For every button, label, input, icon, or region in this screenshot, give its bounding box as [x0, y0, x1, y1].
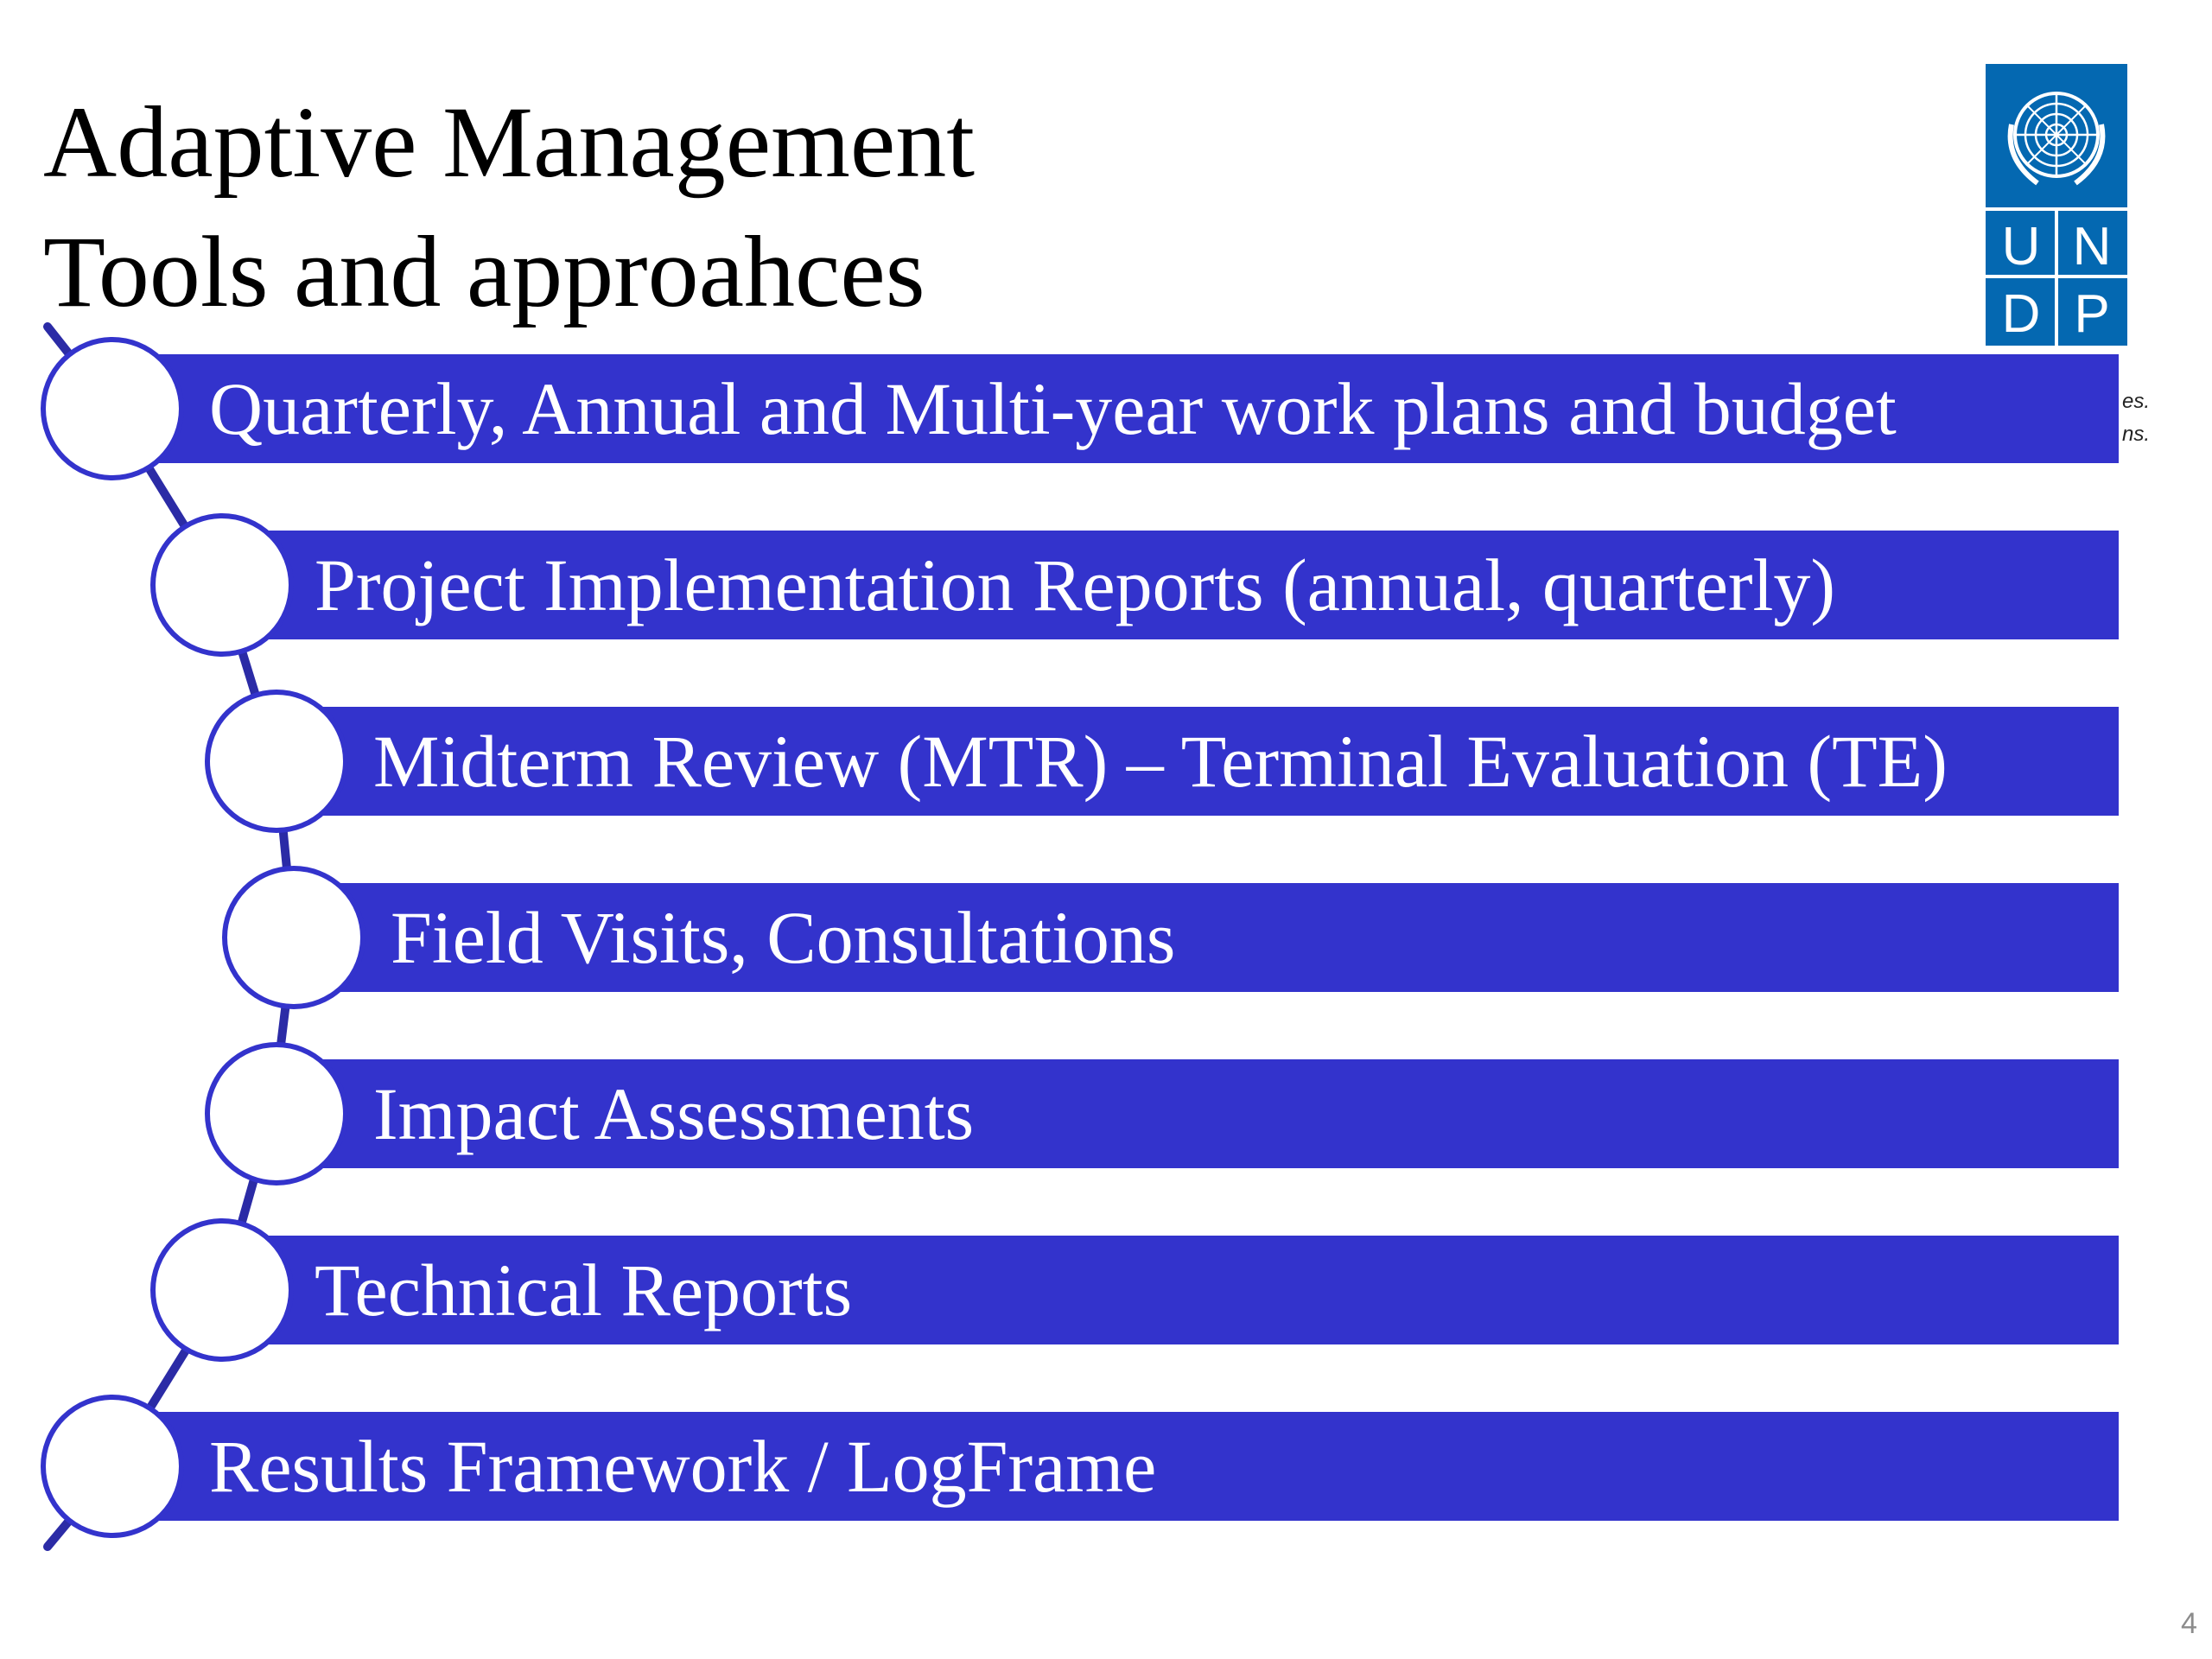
page-number: 4: [2181, 1607, 2197, 1640]
timeline-item-implementation-reports: Project Implementation Reports (annual, quarterly): [315, 543, 1836, 626]
timeline-node-circle: [207, 692, 346, 830]
slide-title-line-1: Adaptive Management: [43, 86, 976, 199]
timeline-item-field-visits: Field Visits, Consultations: [391, 896, 1176, 979]
timeline-item-workplans: Quarterly, Annual and Multi-year work plans and budget: [209, 367, 1897, 450]
timeline-item-results-framework: Results Framework / LogFrame: [209, 1425, 1157, 1508]
logo-letter-d: D: [2001, 284, 2041, 344]
timeline-item-midterm-review: Midterm Review (MTR) – Terminal Evaluation (TE): [373, 720, 1948, 803]
timeline-node-circle: [153, 516, 291, 654]
timeline-item-technical-reports: Technical Reports: [315, 1249, 853, 1332]
timeline-node-circle: [43, 1397, 181, 1535]
logo-letter-p: P: [2074, 284, 2110, 344]
timeline-node-circle: [43, 340, 181, 478]
logo-letter-u: U: [2001, 217, 2041, 276]
timeline-node-circle: [225, 868, 363, 1007]
timeline-node-circle: [207, 1045, 346, 1183]
timeline-item-impact-assessments: Impact Assessments: [373, 1072, 975, 1155]
logo-cut-off-line-2: ns.: [2122, 423, 2151, 446]
logo-letter-n: N: [2072, 217, 2112, 276]
logo-cut-off-line-1: es.: [2122, 390, 2151, 413]
timeline-node-circle: [153, 1221, 291, 1359]
slide-title-line-2: Tools and approahces: [43, 215, 925, 328]
